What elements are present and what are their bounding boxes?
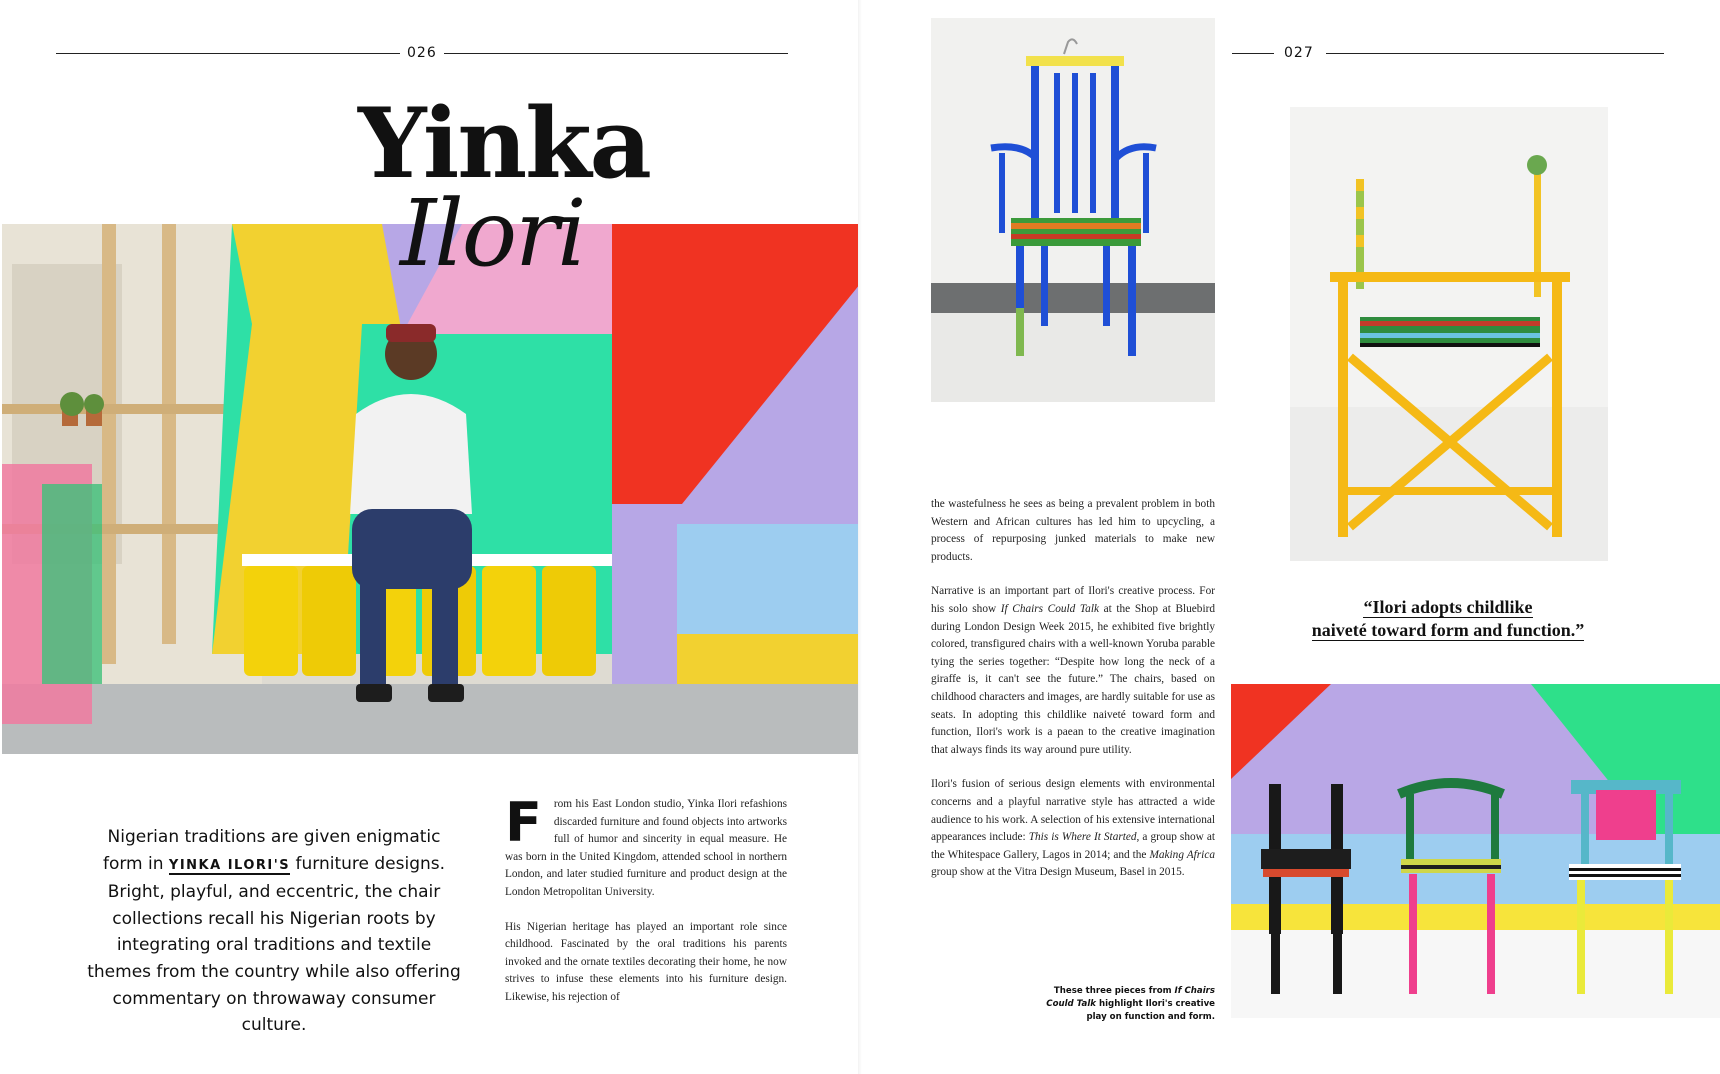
show-title-this-is: This is Where It Started xyxy=(1028,831,1137,844)
studio-photo xyxy=(2,224,860,754)
page-number-left: 026 xyxy=(407,45,437,61)
header-rule-left-b xyxy=(444,53,788,54)
article-paragraph-3: the wastefulness he sees as being a prevalent problem in both Western and African cultures has led him to upcycling, a process of repurposing junked materials to make new products. xyxy=(931,498,1215,563)
pull-quote xyxy=(1248,596,1648,642)
lede-text-after: furniture designs. Bright, playful, and eccentric, the chair collections recall his Nigerian roots by integrating oral traditions and textile themes from the country while also offering commentary on throwaway consumer culture. xyxy=(87,853,461,1036)
lede-artist-name: YINKA ILORI'S xyxy=(168,857,291,873)
article-column-2 xyxy=(931,496,1215,936)
show-title-if-chairs: If Chairs Could Talk xyxy=(1000,602,1099,615)
article-column-1 xyxy=(505,796,787,1028)
article-paragraph-5-end: group show at the Vitra Design Museum, Basel in 2015. xyxy=(931,866,1185,879)
photo-caption xyxy=(1030,985,1215,1024)
article-paragraph-1: rom his East London studio, Yinka Ilori refashions discarded furniture and found objects into artworks full of humor and sincerity in equal measure. He was born in the United Kingdom, attended school in northern London, and later studied furniture and product design at the London Metropolitan University. xyxy=(505,798,787,898)
article-paragraph-4-start: Narrative is an important part of Ilori's creative process. For his solo show xyxy=(931,585,1215,615)
pull-quote-line2: naiveté toward form and function.” xyxy=(1311,620,1585,640)
lede-paragraph xyxy=(86,824,462,1039)
show-title-making-africa: Making Africa xyxy=(1149,848,1215,861)
caption-show-title: If Chairs Could Talk xyxy=(1046,986,1215,1009)
caption-text-c: highlight Ilori's creative play on function and form. xyxy=(1086,999,1215,1022)
article-paragraph-5-mid: , a group show at the Whitespace Gallery, Lagos in 2014; and the xyxy=(931,831,1215,861)
spine-gutter xyxy=(858,0,862,1074)
header-rule-right-b xyxy=(1326,53,1664,54)
lede-text-before: Nigerian traditions are given enigmatic form in xyxy=(102,827,441,874)
header-rule-right-a xyxy=(1232,53,1274,54)
caption-text-a: These three pieces from xyxy=(1053,986,1175,996)
blue-chair-photo xyxy=(931,18,1215,402)
article-paragraph-5-start: Ilori's fusion of serious design elements with environmental concerns and a playful narrative style has attracted a wide audience to his work. A selection of his extensive international appearances include: xyxy=(931,778,1215,844)
pull-quote-line1: “Ilori adopts childlike xyxy=(1363,597,1533,617)
article-paragraph-4-rest: at the Shop at Bluebird during London Design Week 2015, he exhibited five brightly colored, transfigured chairs with a well-known Yoruba parable tying the series together: “Despite how long the neck of a giraffe is, it can't see the future.” The chairs, based on childhood characters and images, are hardly suitable for use as seats. In adopting this childlike naiveté toward form and function, Ilori's work is a paean to the creative imagination that always finds its way around pure utility. xyxy=(931,602,1215,756)
article-title-line1: Yinka xyxy=(358,87,650,200)
yellow-chair-photo xyxy=(1290,107,1608,561)
article-paragraph-2: His Nigerian heritage has played an important role since childhood. Fascinated by the oral traditions his parents invoked and the ornate textiles decorating their home, he now strives to infuse these elements into his furniture design. Likewise, his rejection of xyxy=(505,920,787,1003)
article-title-line2: Ilori xyxy=(400,180,585,287)
drop-cap: F xyxy=(505,796,542,854)
three-chairs-photo xyxy=(1231,684,1720,1018)
header-rule-left-a xyxy=(56,53,400,54)
page-number-right: 027 xyxy=(1284,45,1314,61)
